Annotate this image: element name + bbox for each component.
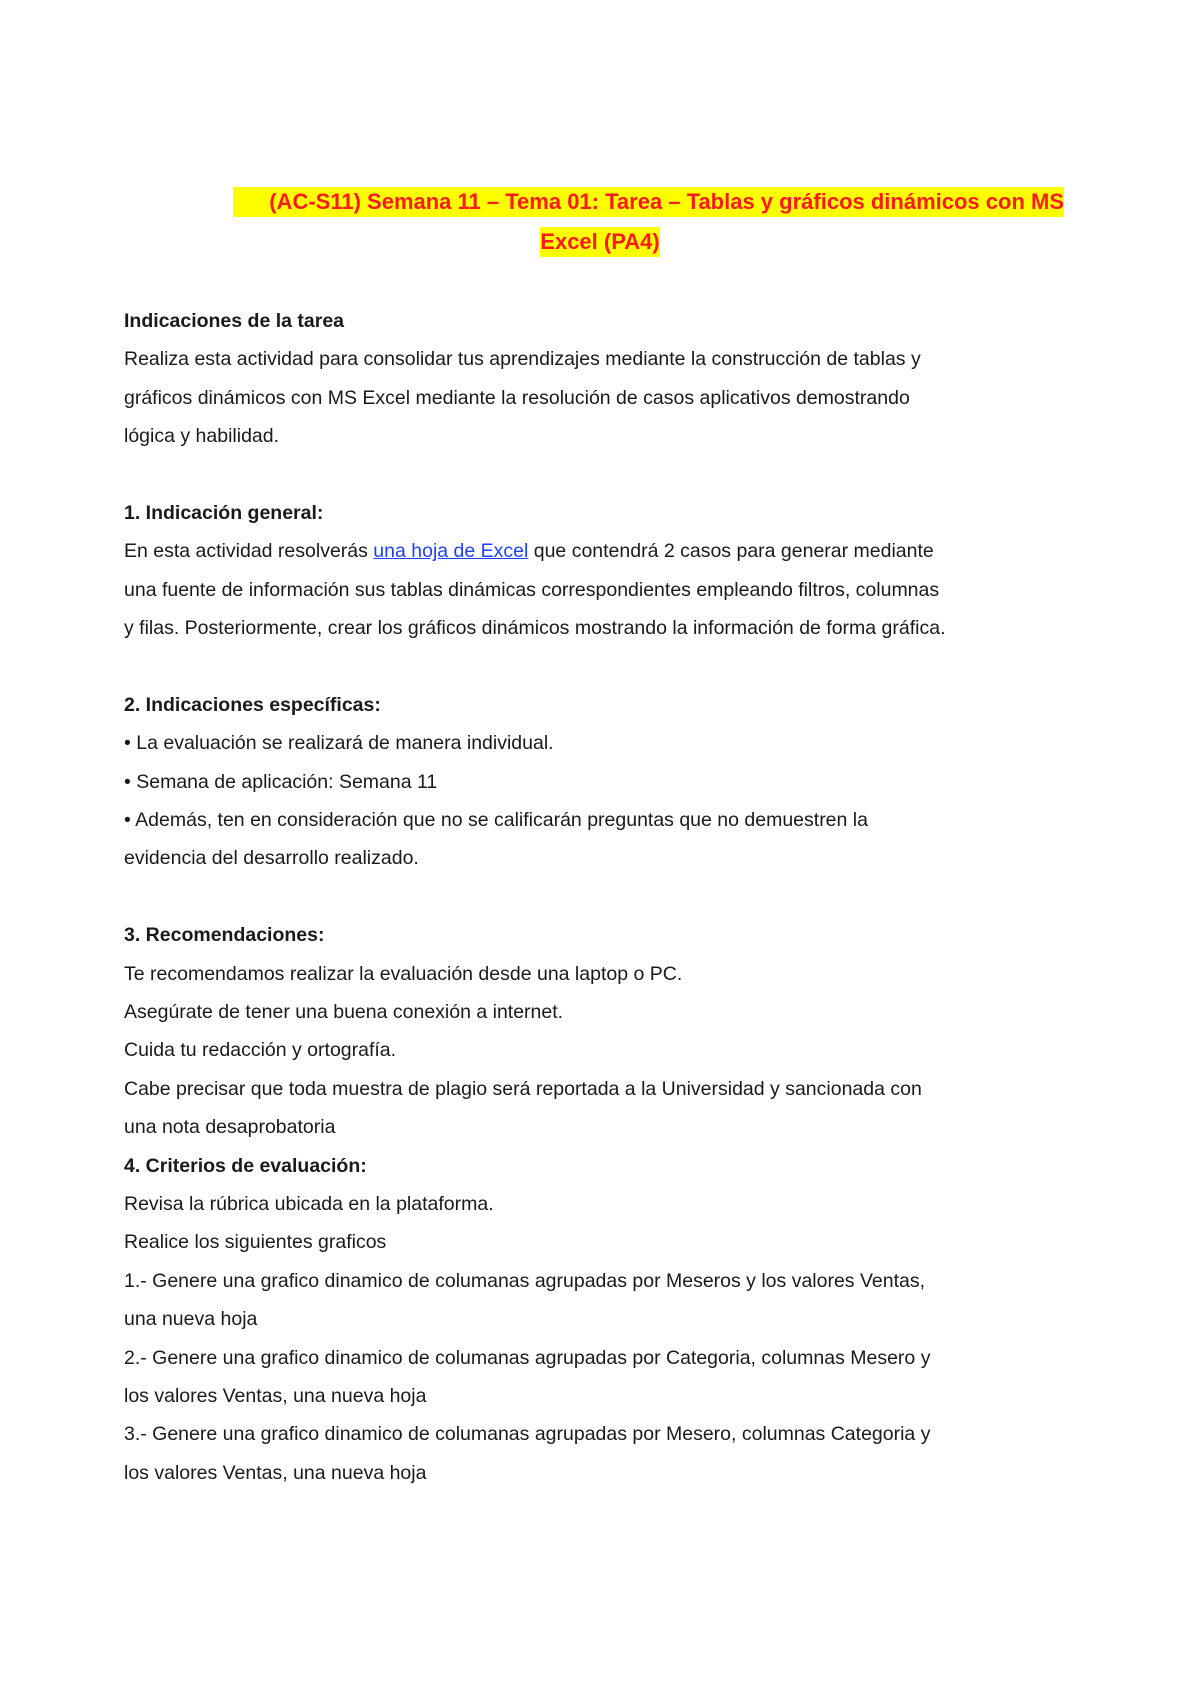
document-title (136, 182, 1064, 262)
title-line-2 (136, 222, 1064, 262)
criteria-line: los valores Ventas, una nueva hoja (124, 1461, 427, 1484)
criteria-line: 1.- Genere una grafico dinamico de columanas agrupadas por Meseros y los valores Ventas, (124, 1269, 926, 1292)
general-line-3: y filas. Posteriormente, crear los gráficos dinámicos mostrando la información de forma gráfica. (124, 617, 946, 640)
title-highlight-1: (AC-S11) Semana 11 – Tema 01: Tarea – Tablas y gráficos dinámicos con MS (233, 187, 1064, 217)
task-line: lógica y habilidad. (124, 425, 280, 448)
task-line: Realiza esta actividad para consolidar tus aprendizajes mediante la construcción de tablas y (124, 348, 921, 371)
specific-line: • Además, ten en consideración que no se calificarán preguntas que no demuestren la (124, 809, 868, 832)
criteria-line: los valores Ventas, una nueva hoja (124, 1384, 427, 1407)
criteria-heading: 4. Criterios de evaluación: (124, 1154, 367, 1177)
recommendation-line: Te recomendamos realizar la evaluación desde una laptop o PC. (124, 962, 683, 985)
general-heading: 1. Indicación general: (124, 501, 324, 524)
spacer (124, 456, 1084, 494)
criteria-line: Revisa la rúbrica ubicada en la plataforma. (124, 1192, 494, 1215)
spacer (124, 878, 1084, 916)
recommendation-line: Asegúrate de tener una buena conexión a internet. (124, 1001, 564, 1024)
general-text-before-link: En esta actividad resolverás (124, 540, 374, 563)
document-body (124, 302, 1084, 1492)
recommendation-line: Cabe precisar que toda muestra de plagio será reportada a la Universidad y sancionada con (124, 1077, 922, 1100)
task-line: gráficos dinámicos con MS Excel mediante la resolución de casos aplicativos demostrando (124, 386, 910, 409)
criteria-line: una nueva hoja (124, 1308, 258, 1331)
specific-line: • Semana de aplicación: Semana 11 (124, 770, 438, 793)
title-line-1 (136, 182, 1064, 222)
recommendation-line: Cuida tu redacción y ortografía. (124, 1039, 397, 1062)
general-line-2: una fuente de información sus tablas dinámicas correspondientes empleando filtros, columnas (124, 578, 940, 601)
specific-line: • La evaluación se realizará de manera individual. (124, 732, 554, 755)
spacer (124, 648, 1084, 686)
excel-sheet-link[interactable]: una hoja de Excel (373, 540, 529, 563)
task-heading: Indicaciones de la tarea (124, 310, 345, 332)
specific-line: evidencia del desarrollo realizado. (124, 847, 419, 870)
criteria-line: Realice los siguientes graficos (124, 1231, 387, 1254)
criteria-line: 3.- Genere una grafico dinamico de columanas agrupadas por Mesero, columnas Categoria y (124, 1423, 931, 1446)
general-line-1 (124, 532, 1084, 570)
title-highlight-2: Excel (PA4) (540, 227, 659, 257)
recommendation-line: una nota desaprobatoria (124, 1116, 336, 1139)
criteria-line: 2.- Genere una grafico dinamico de columanas agrupadas por Categoria, columnas Mesero y (124, 1346, 931, 1369)
specific-heading: 2. Indicaciones específicas: (124, 693, 381, 716)
recommendations-heading: 3. Recomendaciones: (124, 924, 325, 947)
general-text-after-link: que contendrá 2 casos para generar mediante (528, 540, 934, 563)
